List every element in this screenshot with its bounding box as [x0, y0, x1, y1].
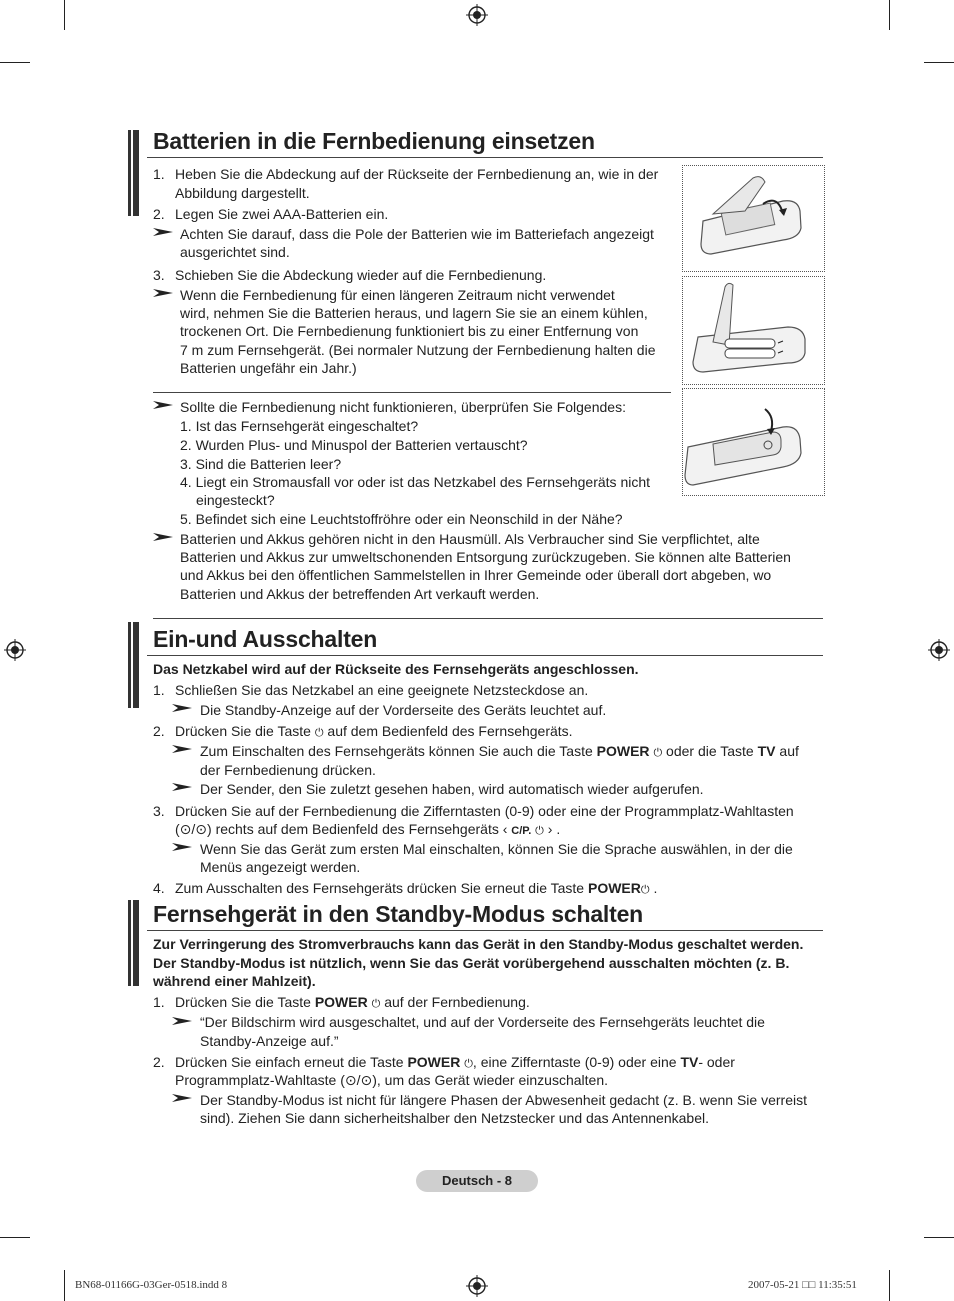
power-label: POWER	[596, 743, 650, 759]
step-text-part: Drücken Sie die Taste	[175, 994, 311, 1010]
power-icon: ⏻	[371, 998, 381, 1010]
cp-label: C/P.	[511, 825, 532, 837]
note-text: Batterien ungefähr ein Jahr.)	[180, 360, 357, 376]
step-text	[175, 1053, 735, 1073]
page-number-badge: Deutsch - 8	[416, 1170, 538, 1192]
step-number: 1.	[153, 682, 165, 698]
step-number: 4.	[153, 880, 165, 896]
arrow-note-icon	[172, 1016, 192, 1026]
section-title-standby: Fernsehgerät in den Standby-Modus schalten	[153, 901, 644, 927]
note-part: oder die Taste	[666, 743, 754, 759]
arrow-note-icon	[172, 842, 192, 852]
step-number: 3.	[153, 267, 165, 283]
note-text: Menüs angezeigt werden.	[200, 859, 361, 875]
crop-mark	[924, 62, 954, 63]
battery-figure-insert	[682, 276, 825, 385]
step-text: Schieben Sie die Abdeckung wieder auf die Fernbedienung.	[175, 267, 547, 283]
note-text: Achten Sie darauf, dass die Pole der Batterien wie im Batteriefach angezeigt	[180, 226, 654, 242]
file-name: BN68-01166G-03Ger-0518.indd 8	[75, 1279, 228, 1291]
note-text: sind). Ziehen Sie dann sicherheitshalber den Netzstecker und das Antennenkabel.	[200, 1110, 709, 1126]
section-marker	[128, 622, 139, 708]
registration-mark-icon	[466, 1275, 488, 1297]
crop-mark	[924, 1237, 954, 1238]
note-text: Wenn Sie das Gerät zum ersten Mal einschalten, können Sie die Sprache auswählen, in der die	[200, 841, 793, 857]
section-intro: Zur Verringerung des Stromverbrauchs kann das Gerät in den Standby-Modus geschaltet werden.	[153, 936, 804, 952]
chevron-right-icon: ›	[547, 821, 553, 837]
power-icon: ⏻	[314, 727, 324, 739]
divider	[153, 392, 671, 393]
check-item: 3. Sind die Batterien leer?	[180, 456, 342, 472]
step-text-part: , eine Zifferntaste (0-9) oder eine	[472, 1054, 677, 1070]
tv-label: TV	[757, 743, 776, 759]
power-icon: ⏻	[535, 825, 544, 837]
registration-mark-icon	[4, 639, 26, 661]
check-item: 4. Liegt ein Stromausfall vor oder ist das Netzkabel des Fernsehgeräts nicht	[180, 474, 651, 490]
crop-mark	[0, 1237, 30, 1238]
note-text: Wenn die Fernbedienung für einen längeren Zeitraum nicht verwendet	[180, 287, 615, 303]
battery-figure-close-cover	[682, 388, 825, 496]
note-text: 7 m zum Fernsehgerät. (Bei normaler Nutzung der Fernbedienung halten die	[180, 342, 656, 358]
section-rule	[147, 930, 823, 931]
step-number: 2.	[153, 723, 165, 739]
crop-mark	[889, 0, 890, 30]
arrow-note-icon	[172, 782, 192, 792]
registration-mark-icon	[466, 4, 488, 26]
power-icon: ⏻	[653, 747, 663, 759]
disposal-text: und Akkus bei den öffentlichen Sammelstellen in Ihrer Gemeinde oder überall dort abgeben, wo	[180, 567, 772, 583]
step-text-part: - oder	[698, 1054, 735, 1070]
note-part: auf	[779, 743, 799, 759]
check-item: 1. Ist das Fernsehgerät eingeschaltet?	[180, 418, 419, 434]
registration-mark-icon	[928, 639, 950, 661]
step-text-part: auf der Fernbedienung.	[384, 994, 530, 1010]
power-label: POWER	[587, 880, 641, 896]
note-text: Der Standby-Modus ist nicht für längere Phasen der Abwesenheit gedacht (z. B. wenn Sie verreist	[200, 1092, 807, 1108]
section-rule	[153, 618, 823, 619]
print-date: 2007-05-21 □□ 11:35:51	[748, 1279, 857, 1291]
section-rule	[147, 655, 823, 656]
power-label: POWER	[407, 1054, 461, 1070]
disposal-text: Batterien und Akkus der betreffenden Art verkauft werden.	[180, 586, 540, 602]
step-text-part: Zum Ausschalten des Fernsehgeräts drücken Sie erneut die Taste	[175, 880, 585, 896]
section-marker	[128, 900, 139, 986]
step-number: 1.	[153, 994, 165, 1010]
step-text-part: Drücken Sie einfach erneut die Taste	[175, 1054, 404, 1070]
check-item: eingesteckt?	[196, 492, 275, 508]
arrow-note-icon	[153, 532, 173, 542]
power-icon: ⏻	[464, 1058, 473, 1070]
check-item: 5. Befindet sich eine Leuchtstoffröhre oder ein Neonschild in der Nähe?	[180, 511, 623, 527]
step-text: Abbildung dargestellt.	[175, 185, 310, 201]
section-title-power: Ein-und Ausschalten	[153, 626, 378, 652]
step-text	[175, 993, 530, 1013]
disposal-text: Batterien und Akkus gehören nicht in den Hausmüll. Als Verbraucher sind Sie verpflichtet, alte	[180, 531, 760, 547]
note-text: der Fernbedienung drücken.	[200, 762, 376, 778]
step-text: Zum Ausschalten des Fernsehgeräts drücken Sie erneut die Taste POWER⏻ .	[175, 879, 657, 899]
disposal-text: Batterien und Akkus zur umweltschonenden Entsorgung zurückzugeben. Sie können alte Batterien	[180, 549, 791, 565]
note-text: trockenen Ort. Die Fernbedienung funktioniert bis zu einer Entfernung von	[180, 323, 639, 339]
step-text: (⊙/⊙) rechts auf dem Bedienfeld des Fernsehgeräts ‹ C/P. ⏻ › .	[175, 820, 560, 840]
step-text: Heben Sie die Abdeckung auf der Rückseite der Fernbedienung an, wie in der	[175, 166, 659, 182]
note-text: Der Sender, den Sie zuletzt gesehen haben, wird automatisch wieder aufgerufen.	[200, 781, 704, 797]
tv-label: TV	[680, 1054, 699, 1070]
step-text: Legen Sie zwei AAA-Batterien ein.	[175, 206, 389, 222]
note-text: ausgerichtet sind.	[180, 244, 290, 260]
troubleshoot-intro: Sollte die Fernbedienung nicht funktionieren, überprüfen Sie Folgendes:	[180, 399, 626, 415]
arrow-note-icon	[172, 1093, 192, 1103]
arrow-note-icon	[172, 703, 192, 713]
power-label: POWER	[314, 994, 368, 1010]
section-intro: Der Standby-Modus ist nützlich, wenn Sie das Gerät vorübergehend ausschalten möchten (z. B.	[153, 955, 790, 971]
section-title-batteries: Batterien in die Fernbedienung einsetzen	[153, 128, 595, 154]
step-text-part: Drücken Sie die Taste	[175, 723, 311, 739]
note-text: wird, nehmen Sie die Batterien heraus, und lagern Sie sie an einem kühlen,	[180, 305, 648, 321]
step-number: 2.	[153, 206, 165, 222]
note-text	[200, 742, 799, 762]
note-text: Die Standby-Anzeige auf der Vorderseite des Geräts leuchtet auf.	[200, 702, 607, 718]
chevron-left-icon: ‹	[502, 821, 508, 837]
section-intro: während einer Mahlzeit).	[153, 973, 316, 989]
note-part: Zum Einschalten des Fernsehgeräts können Sie auch die Taste	[200, 743, 593, 759]
step-number: 1.	[153, 166, 165, 182]
arrow-note-icon	[153, 288, 173, 298]
step-text: Programmplatz-Wahltaste (⊙/⊙), um das Gerät wieder einzuschalten.	[175, 1072, 608, 1088]
step-text-part: (⊙/⊙) rechts auf dem Bedienfeld des Fernsehgeräts	[175, 821, 499, 837]
step-number: 3.	[153, 803, 165, 819]
section-marker	[128, 130, 139, 216]
section-intro: Das Netzkabel wird auf der Rückseite des Fernsehgeräts angeschlossen.	[153, 661, 639, 677]
crop-mark	[64, 1270, 65, 1301]
arrow-note-icon	[153, 400, 173, 410]
step-text: Drücken Sie auf der Fernbedienung die Zifferntasten (0-9) oder eine der Programmplatz-Wahltasten	[175, 803, 794, 819]
arrow-note-icon	[153, 227, 173, 237]
note-text: Standby-Anzeige auf.”	[200, 1033, 339, 1049]
check-item: 2. Wurden Plus- und Minuspol der Batterien vertauscht?	[180, 437, 528, 453]
section-rule	[147, 157, 823, 158]
step-text-part: auf dem Bedienfeld des Fernsehgeräts.	[327, 723, 573, 739]
crop-mark	[0, 62, 30, 63]
crop-mark	[64, 0, 65, 30]
power-icon: ⏻	[640, 884, 650, 896]
note-text: “Der Bildschirm wird ausgeschaltet, und auf der Vorderseite des Fernsehgeräts leuchtet die	[200, 1014, 765, 1030]
step-number: 2.	[153, 1054, 165, 1070]
step-text	[175, 722, 573, 742]
step-text: Schließen Sie das Netzkabel an eine geeignete Netzsteckdose an.	[175, 682, 589, 698]
battery-figure-open-cover	[682, 165, 825, 272]
crop-mark	[889, 1270, 890, 1301]
arrow-note-icon	[172, 744, 192, 754]
